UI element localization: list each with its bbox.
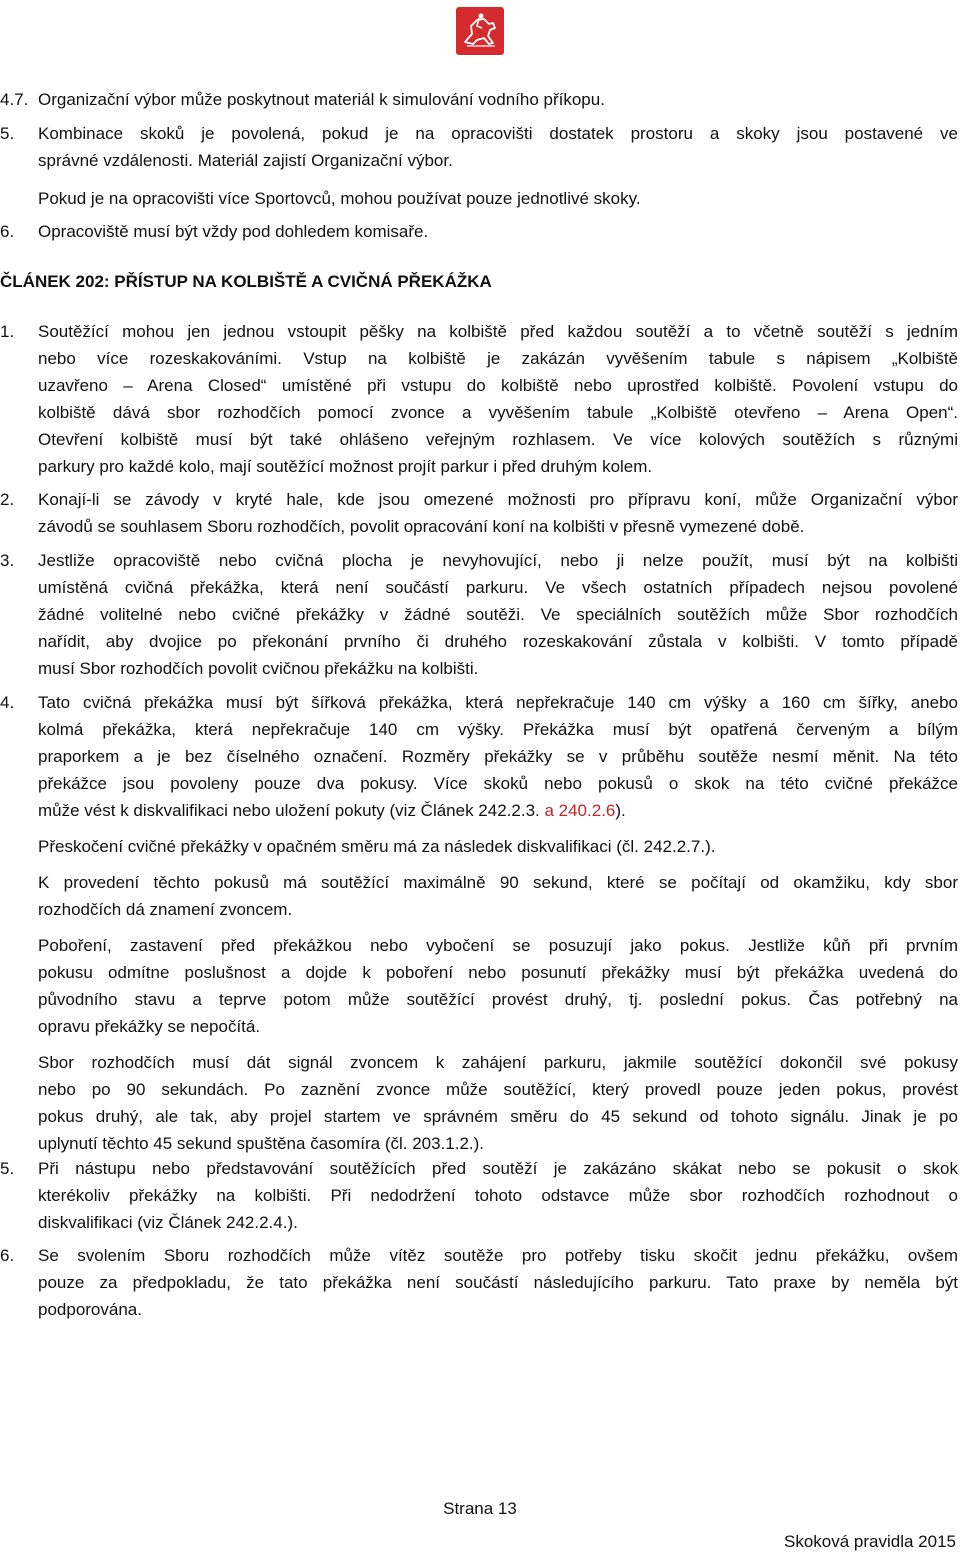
item-number: 4.7. bbox=[0, 90, 29, 109]
paragraph-number: 4. bbox=[0, 693, 15, 712]
reference-red: a 240.2.6 bbox=[539, 801, 616, 820]
paragraph-line: uplynutí těchto 45 sekund spuštěna časomíra (čl. 203.1.2.). bbox=[38, 1134, 485, 1153]
paragraph-line: musí Sbor rozhodčích povolit cvičnou překážku na kolbišti. bbox=[38, 659, 479, 678]
paragraph-number: 3. bbox=[0, 551, 15, 570]
line-text: může vést k diskvalifikaci nebo uložení pokuty (viz Článek 242.2.3. bbox=[38, 801, 540, 820]
paragraph-line: kolbiště dává sbor rozhodčích pomocí zvonce a vyvěšením tabule „Kolbiště otevřeno – Arena Open“. bbox=[38, 403, 958, 422]
paragraph-line: nebo více rozeskakováními. Vstup na kolbiště je zakázán vyvěšením tabule s nápisem „Kolbiště bbox=[38, 349, 958, 368]
item-text-line: správné vzdálenosti. Materiál zajistí Organizační výbor. bbox=[38, 151, 453, 170]
page-number: Strana 13 bbox=[443, 1499, 517, 1518]
equestrian-federation-logo-icon bbox=[455, 6, 505, 56]
paragraph-line: praporkem a je bez číselného označení. Rozměry překážky se v průběhu soutěže nesmí měnit. Na této bbox=[38, 747, 958, 766]
paragraph-line: Otevření kolbiště musí být také ohlášeno veřejným rozhlasem. Ve více kolových soutěžích s různými bbox=[38, 430, 958, 449]
paragraph-line: opravu překážky se nepočítá. bbox=[38, 1017, 261, 1036]
paragraph-line: původního stavu a teprve potom může soutěžící provést druhý, tj. poslední pokus. Čas potřebný na bbox=[38, 990, 958, 1009]
item-number: 5. bbox=[0, 124, 15, 143]
paragraph-line: překážce jsou povoleny pouze dva pokusy. Více skoků nebo pokusů o skok na této cvičné překážce bbox=[38, 774, 958, 793]
paragraph-line: rozhodčích dá znamení zvoncem. bbox=[38, 900, 293, 919]
paragraph-line: kolmá překážka, která nepřekračuje 140 cm výšky. Překážka musí být opatřená červeným a bílým bbox=[38, 720, 958, 739]
paragraph-line: parkury pro každé kolo, mají soutěžící možnost projít parkur i před druhým kolem. bbox=[38, 457, 653, 476]
paragraph-line: Poboření, zastavení před překážkou nebo vybočení se posuzují jako pokus. Jestliže kůň při prvním bbox=[38, 936, 958, 955]
paragraph-line: Se svolením Sboru rozhodčích může vítěz soutěže pro potřeby tisku skočit jednu překážku, ovšem bbox=[38, 1246, 958, 1265]
paragraph-number: 2. bbox=[0, 490, 15, 509]
paragraph-line: Při nástupu nebo představování soutěžících před soutěží je zakázáno skákat nebo se pokusit o skok bbox=[38, 1159, 958, 1178]
paragraph-line: Sbor rozhodčích musí dát signál zvoncem k zahájení parkuru, jakmile soutěžící dokončil své pokusy bbox=[38, 1053, 958, 1072]
paragraph-line: nařídit, aby dvojice po překonání prvního či druhého rozeskakování zůstala v kolbišti. V tomto případě bbox=[38, 632, 958, 651]
paragraph-line: pouze za předpokladu, že tato překážka není součástí následujícího parkuru. Tato praxe by neměla být bbox=[38, 1273, 958, 1292]
paragraph-line bbox=[38, 797, 958, 824]
paragraph-line: umístěná cvičná překážka, která není součástí parkuru. Ve všech ostatních případech nejsou povolené bbox=[38, 578, 958, 597]
paragraph-line: pokus druhý, ale tak, aby projel startem ve správném směru do 45 sekund od tohoto signálu. Jinak je po bbox=[38, 1107, 958, 1126]
item-text-line: Kombinace skoků je povolená, pokud je na opracovišti dostatek prostoru a skoky jsou postavené ve bbox=[38, 124, 958, 143]
paragraph-line: žádné volitelné nebo cvičné překážky v žádné soutěži. Ve speciálních soutěžích může Sbor rozhodčích bbox=[38, 605, 958, 624]
paragraph-line: Jestliže opracoviště nebo cvičná plocha je nevyhovující, nebo ji nelze použít, musí být na kolbišti bbox=[38, 551, 958, 570]
paragraph-number: 6. bbox=[0, 1246, 15, 1265]
document-title-footer: Skoková pravidla 2015 bbox=[783, 1532, 956, 1551]
paragraph-line: Konají-li se závody v kryté hale, kde jsou omezené možnosti pro přípravu koní, může Organizační výbor bbox=[38, 490, 958, 509]
paragraph-line: kterékoliv překážky na kolbišti. Při nedodržení tohoto odstavce může sbor rozhodčích rozhodnout o bbox=[38, 1186, 958, 1205]
paragraph-number: 1. bbox=[0, 322, 15, 341]
paragraph-number: 5. bbox=[0, 1159, 15, 1178]
paragraph-line: závodů se souhlasem Sboru rozhodčích, povolit opracování koní na kolbišti v přesně vymezené době. bbox=[38, 517, 805, 536]
item-number: 6. bbox=[0, 222, 15, 241]
federation-logo bbox=[455, 6, 505, 56]
item-text: Opracoviště musí být vždy pod dohledem komisaře. bbox=[38, 222, 429, 241]
paragraph-line: K provedení těchto pokusů má soutěžící maximálně 90 sekund, které se počítají od okamžiku, kdy sbor bbox=[38, 873, 958, 892]
article-heading: ČLÁNEK 202: PŘÍSTUP NA KOLBIŠTĚ A CVIČNÁ PŘEKÁŽKA bbox=[0, 272, 492, 291]
item-text: Organizační výbor může poskytnout materiál k simulování vodního příkopu. bbox=[38, 90, 605, 109]
line-text: ). bbox=[615, 801, 626, 820]
paragraph-line: Soutěžící mohou jen jednou vstoupit pěšky na kolbiště před každou soutěží a to včetně soutěží s jedním bbox=[38, 322, 958, 341]
paragraph-line: diskvalifikaci (viz Článek 242.2.4.). bbox=[38, 1213, 298, 1232]
paragraph-line: uzavřeno – Arena Closed“ umístěné při vstupu do kolbiště nebo uprostřed kolbiště. Povolení vstupu do bbox=[38, 376, 958, 395]
paragraph-line: podporována. bbox=[38, 1300, 142, 1319]
paragraph-line: nebo po 90 sekundách. Po zaznění zvonce může soutěžící, který provedl pouze jeden pokus, provést bbox=[38, 1080, 958, 1099]
item-text-line: Pokud je na opracovišti více Sportovců, mohou používat pouze jednotlivé skoky. bbox=[38, 189, 641, 208]
paragraph-line: Přeskočení cvičné překážky v opačném směru má za následek diskvalifikaci (čl. 242.2.7.). bbox=[38, 837, 716, 856]
paragraph-line: pokusu odmítne poslušnost a dojde k poboření nebo posunutí překážky musí být překážka uvedená do bbox=[38, 963, 958, 982]
paragraph-line: Tato cvičná překážka musí být šířková překážka, která nepřekračuje 140 cm výšky a 160 cm šířky, anebo bbox=[38, 693, 958, 712]
